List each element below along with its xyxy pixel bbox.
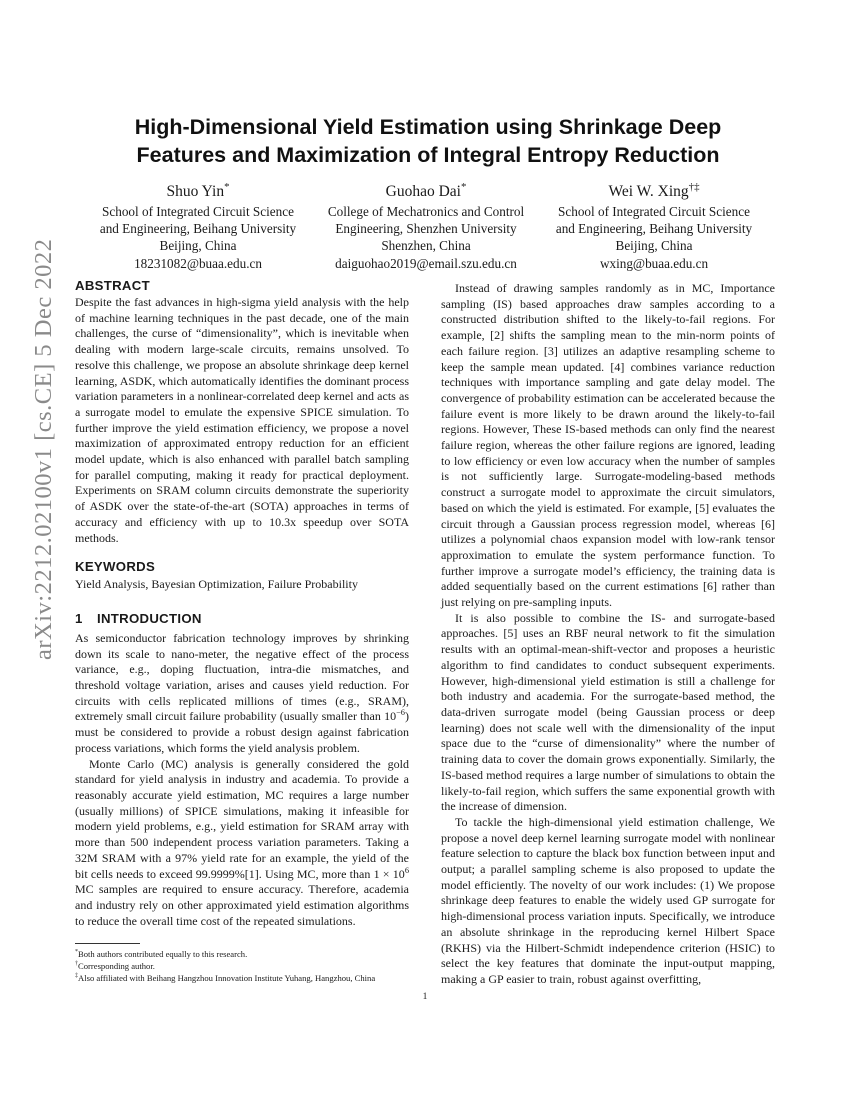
author-affiliation: Engineering, Shenzhen University: [335, 221, 517, 237]
author-2: [311, 182, 541, 272]
author-affiliation: College of Mechatronics and Control: [327, 204, 525, 219]
intro-heading: [75, 610, 409, 628]
author-location: Shenzhen, China: [381, 238, 471, 254]
body-paragraph: Instead of drawing samples randomly as in MC, Importance sampling (IS) based approaches draw samples according to a constructed distribution shifted to the likely-to-fail regions. For example, [2] shifts the sampling mean to the min-norm points of each failure region. [3] utilizes an adaptive resampling scheme to keep the sample mean updated. [4] combines variance reduction techniques with importance sampling and gate delay model. The convergence of probability estimation can be accelerated because the failure event is more likely to be drawn around the likely-to-fail regions. However, These IS-based methods can only find the nearest failure region, whereas the other failure regions are ignored, leading to low efficiency or even low accuracy when the number of samples is not sufficiently large. Surrogate-modeling-based methods construct a surrogate model to approximate the circuit simulators, based on which the yield is estimated. For example, [5] evaluates the circuit through a Gaussian process regression model, whereas [6] utilizes a polynomial chaos expansion model with low-rank tensor approximation to emulate the system performance function. To further improve a surrogate model’s efficiency, the training data is added sequentially based on the current estimations [6] rather than just relying on pre-sampling inputs.: [441, 281, 775, 610]
author-3: [539, 182, 769, 272]
section-title: INTRODUCTION: [97, 610, 202, 626]
intro-paragraph: As semiconductor fabrication technology improves by shrinking down its scale to nano-meter, the negative effect of the process variance, e.g., doping fluctuation, intra-die mismatches, and threshold voltage variation, arises and causes yield reduction. For circuits with cells replicated millions of times (e.g., SRAM), extremely small circuit failure probability (usually smaller than $10^{-6}$) must be considered to provide a robust design against fabrication process variations, which forms the yield analysis problem.: [75, 630, 409, 755]
author-affiliation: School of Integrated Circuit Science: [558, 204, 750, 219]
author-name: Wei W. Xing†‡: [608, 180, 700, 200]
body-paragraph: To tackle the high-dimensional yield estimation challenge, We propose a novel deep kernel learning surrogate model with nonlinear feature selection to capture the black box function between input and output; a parallel sampling scheme is also proposed to update the model efficiently. The novelty of our work includes: (1) We propose shrinkage deep features to enable the widely used GP surrogate for high-dimensional process variation inputs. Specifically, we introduce an absolute shrinkage in the reproducing kernel Hilbert Space (RKHS) via the Hilbert-Schmidt independence criterion (HSIC) to select the key features that dominate the input-output mapping, making a GP easier to train, robust against overfitting,: [441, 814, 775, 986]
keywords-text: Yield Analysis, Bayesian Optimization, Failure Probability: [75, 577, 358, 592]
keywords-heading: KEYWORDS: [75, 559, 156, 575]
abstract-text: Despite the fast advances in high-sigma yield analysis with the help of machine learning techniques in the past decade, one of the main challenges, the curse of “dimensionality”, which is inevitable when dealing with modern large-scale circuits, remains unsolved. To resolve this challenge, we propose an absolute shrinkage deep kernel learning, ASDK, which automatically identifies the dominant process variation parameters in a nonlinear-correlated deep kernel and acts as a surrogate model to emulate the expensive SPICE simulation. To further improve the yield estimation efficiency, we propose a novel maximization of approximated entropy reduction for an efficient model update, which is also enhanced with parallel batch sampling for parallel computing, making it ready for practical deployment. Experiments on SRAM column circuits demonstrate the superiority of ASDK over the state-of-the-art (SOTA) approaches in terms of accuracy and efficiency with up to 10.3x speedup over SOTA methods.: [75, 295, 409, 545]
section-number: 1: [75, 610, 83, 626]
author-email: 18231082@buaa.edu.cn: [134, 255, 262, 271]
author-affiliation: School of Integrated Circuit Science: [102, 204, 294, 219]
arxiv-stamp: arXiv:2212.02100v1 [cs.CE] 5 Dec 2022: [30, 238, 57, 660]
right-column: [441, 281, 775, 988]
intro-paragraph: Monte Carlo (MC) analysis is generally considered the gold standard for yield analysis in industry and academia. To provide a reasonably accurate yield estimation, MC requires a large number (usually millions) of SPICE simulations, making it infeasible for modern yield problems, e.g., yield estimation for SRAM array with more than 500 independent process variation parameters. Taking a 32M SRAM with a 97% yield rate for an example, the yield of the bit cells needs to exceed 99.9999%[1]. Using MC, more than $1 \times 10^6$ MC samples are required to ensure accuracy. Therefore, academia and industry rely on other approximated yield estimation algorithms to reduce the overall time cost of the repeated simulations.: [75, 756, 409, 928]
body-paragraph: It is also possible to combine the IS- and surrogate-based approaches. [5] uses an RBF neural network to fit the simulation results with an optimal-mean-shift-vector and proposes a heuristic algorithm to find candidates to conduct subsequent experiments. However, high-dimensional yield estimation is still a challenge for both industry and academia. For the surrogate-based method, the data-driven surrogate model (being Gaussian process or deep learning) does not scale well with the dimensionality of the input space due to the “curse of dimensionality” where the number of training data to cover the domain grows exponentially. Similarly, the IS-based method requires a large number of simulations to obtain the likely-to-fail region, which suffers the same exponential growth with the increase of dimension.: [441, 610, 775, 814]
author-affiliation: and Engineering, Beihang University: [99, 221, 297, 237]
left-column: [75, 277, 409, 929]
author-1: [83, 182, 313, 272]
footnote: *Both authors contributed equally to this research.: [75, 949, 248, 959]
author-affiliation: and Engineering, Beihang University: [555, 221, 753, 237]
author-email: daiguohao2019@email.szu.edu.cn: [335, 255, 517, 271]
author-name: Guohao Dai*: [385, 180, 467, 200]
footnotes: [75, 943, 420, 985]
author-name: Shuo Yin*: [166, 180, 230, 200]
footnote: ‡Also affiliated with Beihang Hangzhou Innovation Institute Yuhang, Hangzhou, China: [75, 973, 376, 984]
abstract-heading: ABSTRACT: [75, 278, 150, 293]
footnote: †Corresponding author.: [75, 961, 155, 972]
author-location: Beijing, China: [615, 238, 693, 254]
page-number: 1: [422, 992, 428, 1002]
footnote-divider: [75, 943, 140, 944]
author-email: wxing@buaa.edu.cn: [599, 255, 709, 271]
author-location: Beijing, China: [159, 238, 237, 254]
paper-title: High-Dimensional Yield Estimation using Shrinkage Deep Features and Maximization of Integral Entropy Reduction: [134, 115, 722, 167]
